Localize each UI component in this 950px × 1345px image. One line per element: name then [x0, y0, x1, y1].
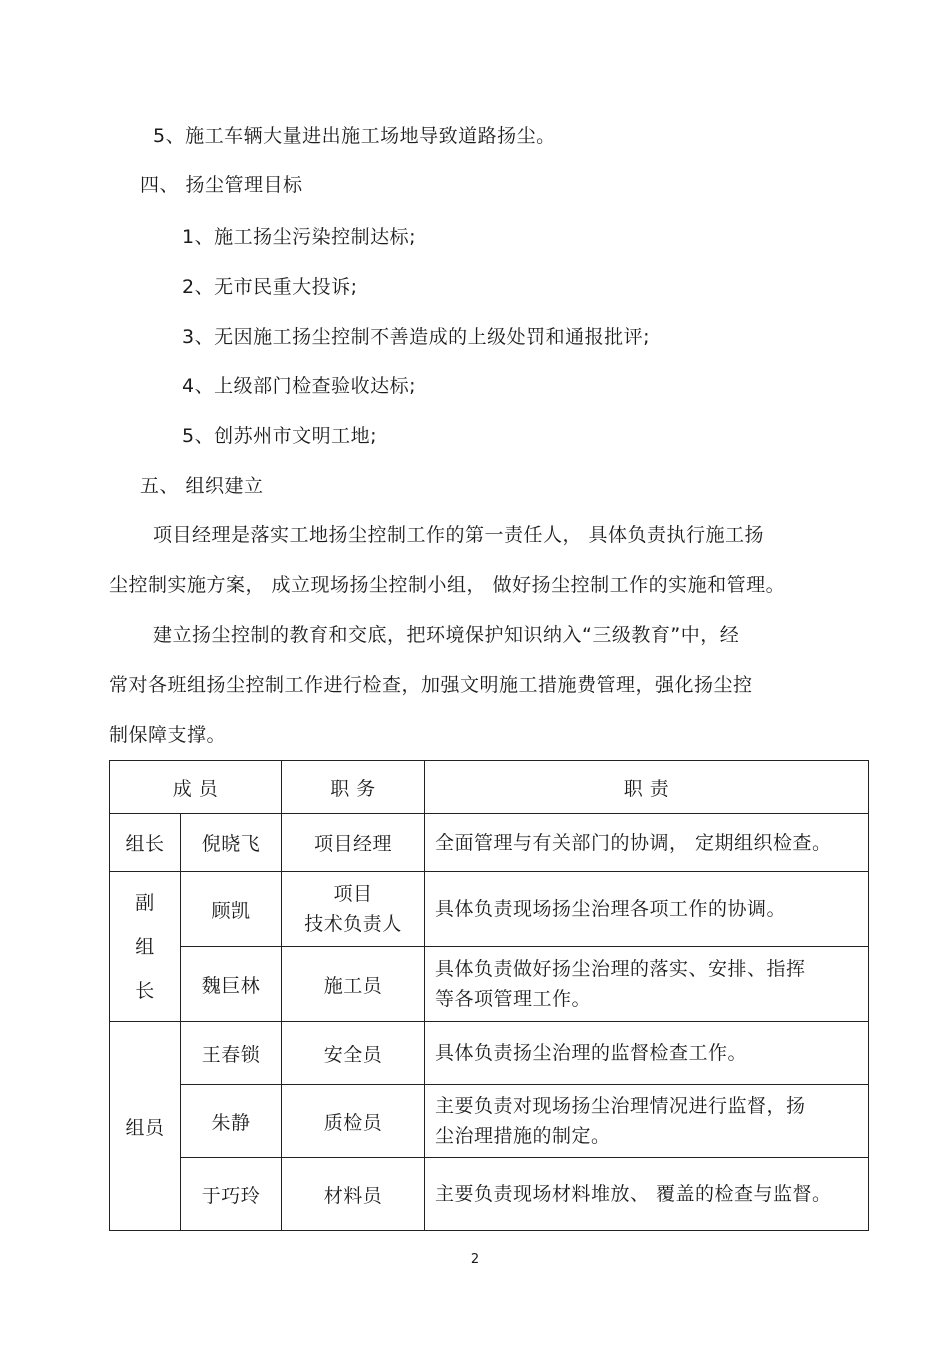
member-name: 魏巨林 — [181, 947, 282, 1022]
group-label-char: 长 — [135, 979, 155, 1002]
group-label-char: 组 — [135, 935, 155, 958]
member-position: 项目经理 — [282, 814, 425, 872]
table-row — [110, 1085, 869, 1158]
member-duty: 主要负责现场材料堆放、 覆盖的检查与监督。 — [425, 1158, 869, 1231]
group-label-char: 副 — [135, 891, 155, 914]
member-position — [282, 872, 425, 947]
member-name: 于巧玲 — [181, 1158, 282, 1231]
member-position: 施工员 — [282, 947, 425, 1022]
table-row — [110, 814, 869, 872]
duty-line: 主要负责对现场扬尘治理情况进行监督，扬 — [435, 1095, 806, 1117]
list-item: 1、施工扬尘污染控制达标; — [182, 226, 416, 248]
member-position: 质检员 — [282, 1085, 425, 1158]
paragraph-line: 建立扬尘控制的教育和交底，把环境保护知识纳入“三级教育”中，经 — [153, 624, 740, 646]
member-duty: 全面管理与有关部门的协调， 定期组织检查。 — [425, 814, 869, 872]
table-row — [110, 872, 869, 947]
member-duty: 具体负责现场扬尘治理各项工作的协调。 — [425, 872, 869, 947]
position-line: 技术负责人 — [304, 913, 402, 935]
member-name: 朱静 — [181, 1085, 282, 1158]
member-name: 倪晓飞 — [181, 814, 282, 872]
member-duty — [425, 1085, 869, 1158]
section-heading: 五、 组织建立 — [140, 475, 264, 497]
member-name: 王春锁 — [181, 1022, 282, 1085]
paragraph-line: 常对各班组扬尘控制工作进行检查，加强文明施工措施费管理，强化扬尘控 — [109, 674, 753, 696]
duty-line: 等各项管理工作。 — [435, 988, 592, 1010]
section-heading: 四、 扬尘管理目标 — [140, 174, 303, 196]
table-header-row — [110, 761, 869, 814]
header-member: 成 员 — [110, 761, 282, 814]
organization-table — [109, 760, 869, 1231]
position-line: 项目 — [333, 883, 373, 905]
paragraph-line: 项目经理是落实工地扬尘控制工作的第一责任人， 具体负责执行施工扬 — [153, 524, 765, 546]
header-position: 职 务 — [282, 761, 425, 814]
member-name: 顾凯 — [181, 872, 282, 947]
duty-line: 具体负责做好扬尘治理的落实、安排、指挥 — [435, 958, 806, 980]
group-label-vice-leader — [110, 872, 181, 1022]
member-position: 材料员 — [282, 1158, 425, 1231]
group-label-leader: 组长 — [110, 814, 181, 872]
member-duty — [425, 947, 869, 1022]
table-row — [110, 947, 869, 1022]
list-item: 2、无市民重大投诉; — [182, 276, 358, 298]
member-position: 安全员 — [282, 1022, 425, 1085]
duty-line: 尘治理措施的制定。 — [435, 1125, 611, 1147]
paragraph-line: 制保障支撑。 — [109, 724, 227, 746]
table-row — [110, 1158, 869, 1231]
list-item: 4、上级部门检查验收达标; — [182, 375, 416, 397]
list-item: 5、创苏州市文明工地; — [182, 425, 377, 447]
table-row — [110, 1022, 869, 1085]
list-item: 3、无因施工扬尘控制不善造成的上级处罚和通报批评; — [182, 326, 650, 348]
group-label-members: 组员 — [110, 1022, 181, 1231]
paragraph-line: 尘控制实施方案， 成立现场扬尘控制小组， 做好扬尘控制工作的实施和管理。 — [109, 574, 786, 596]
member-duty: 具体负责扬尘治理的监督检查工作。 — [425, 1022, 869, 1085]
paragraph-line: 5、施工车辆大量进出施工场地导致道路扬尘。 — [153, 125, 556, 147]
header-duty: 职 责 — [425, 761, 869, 814]
page-number: 2 — [470, 1252, 480, 1267]
